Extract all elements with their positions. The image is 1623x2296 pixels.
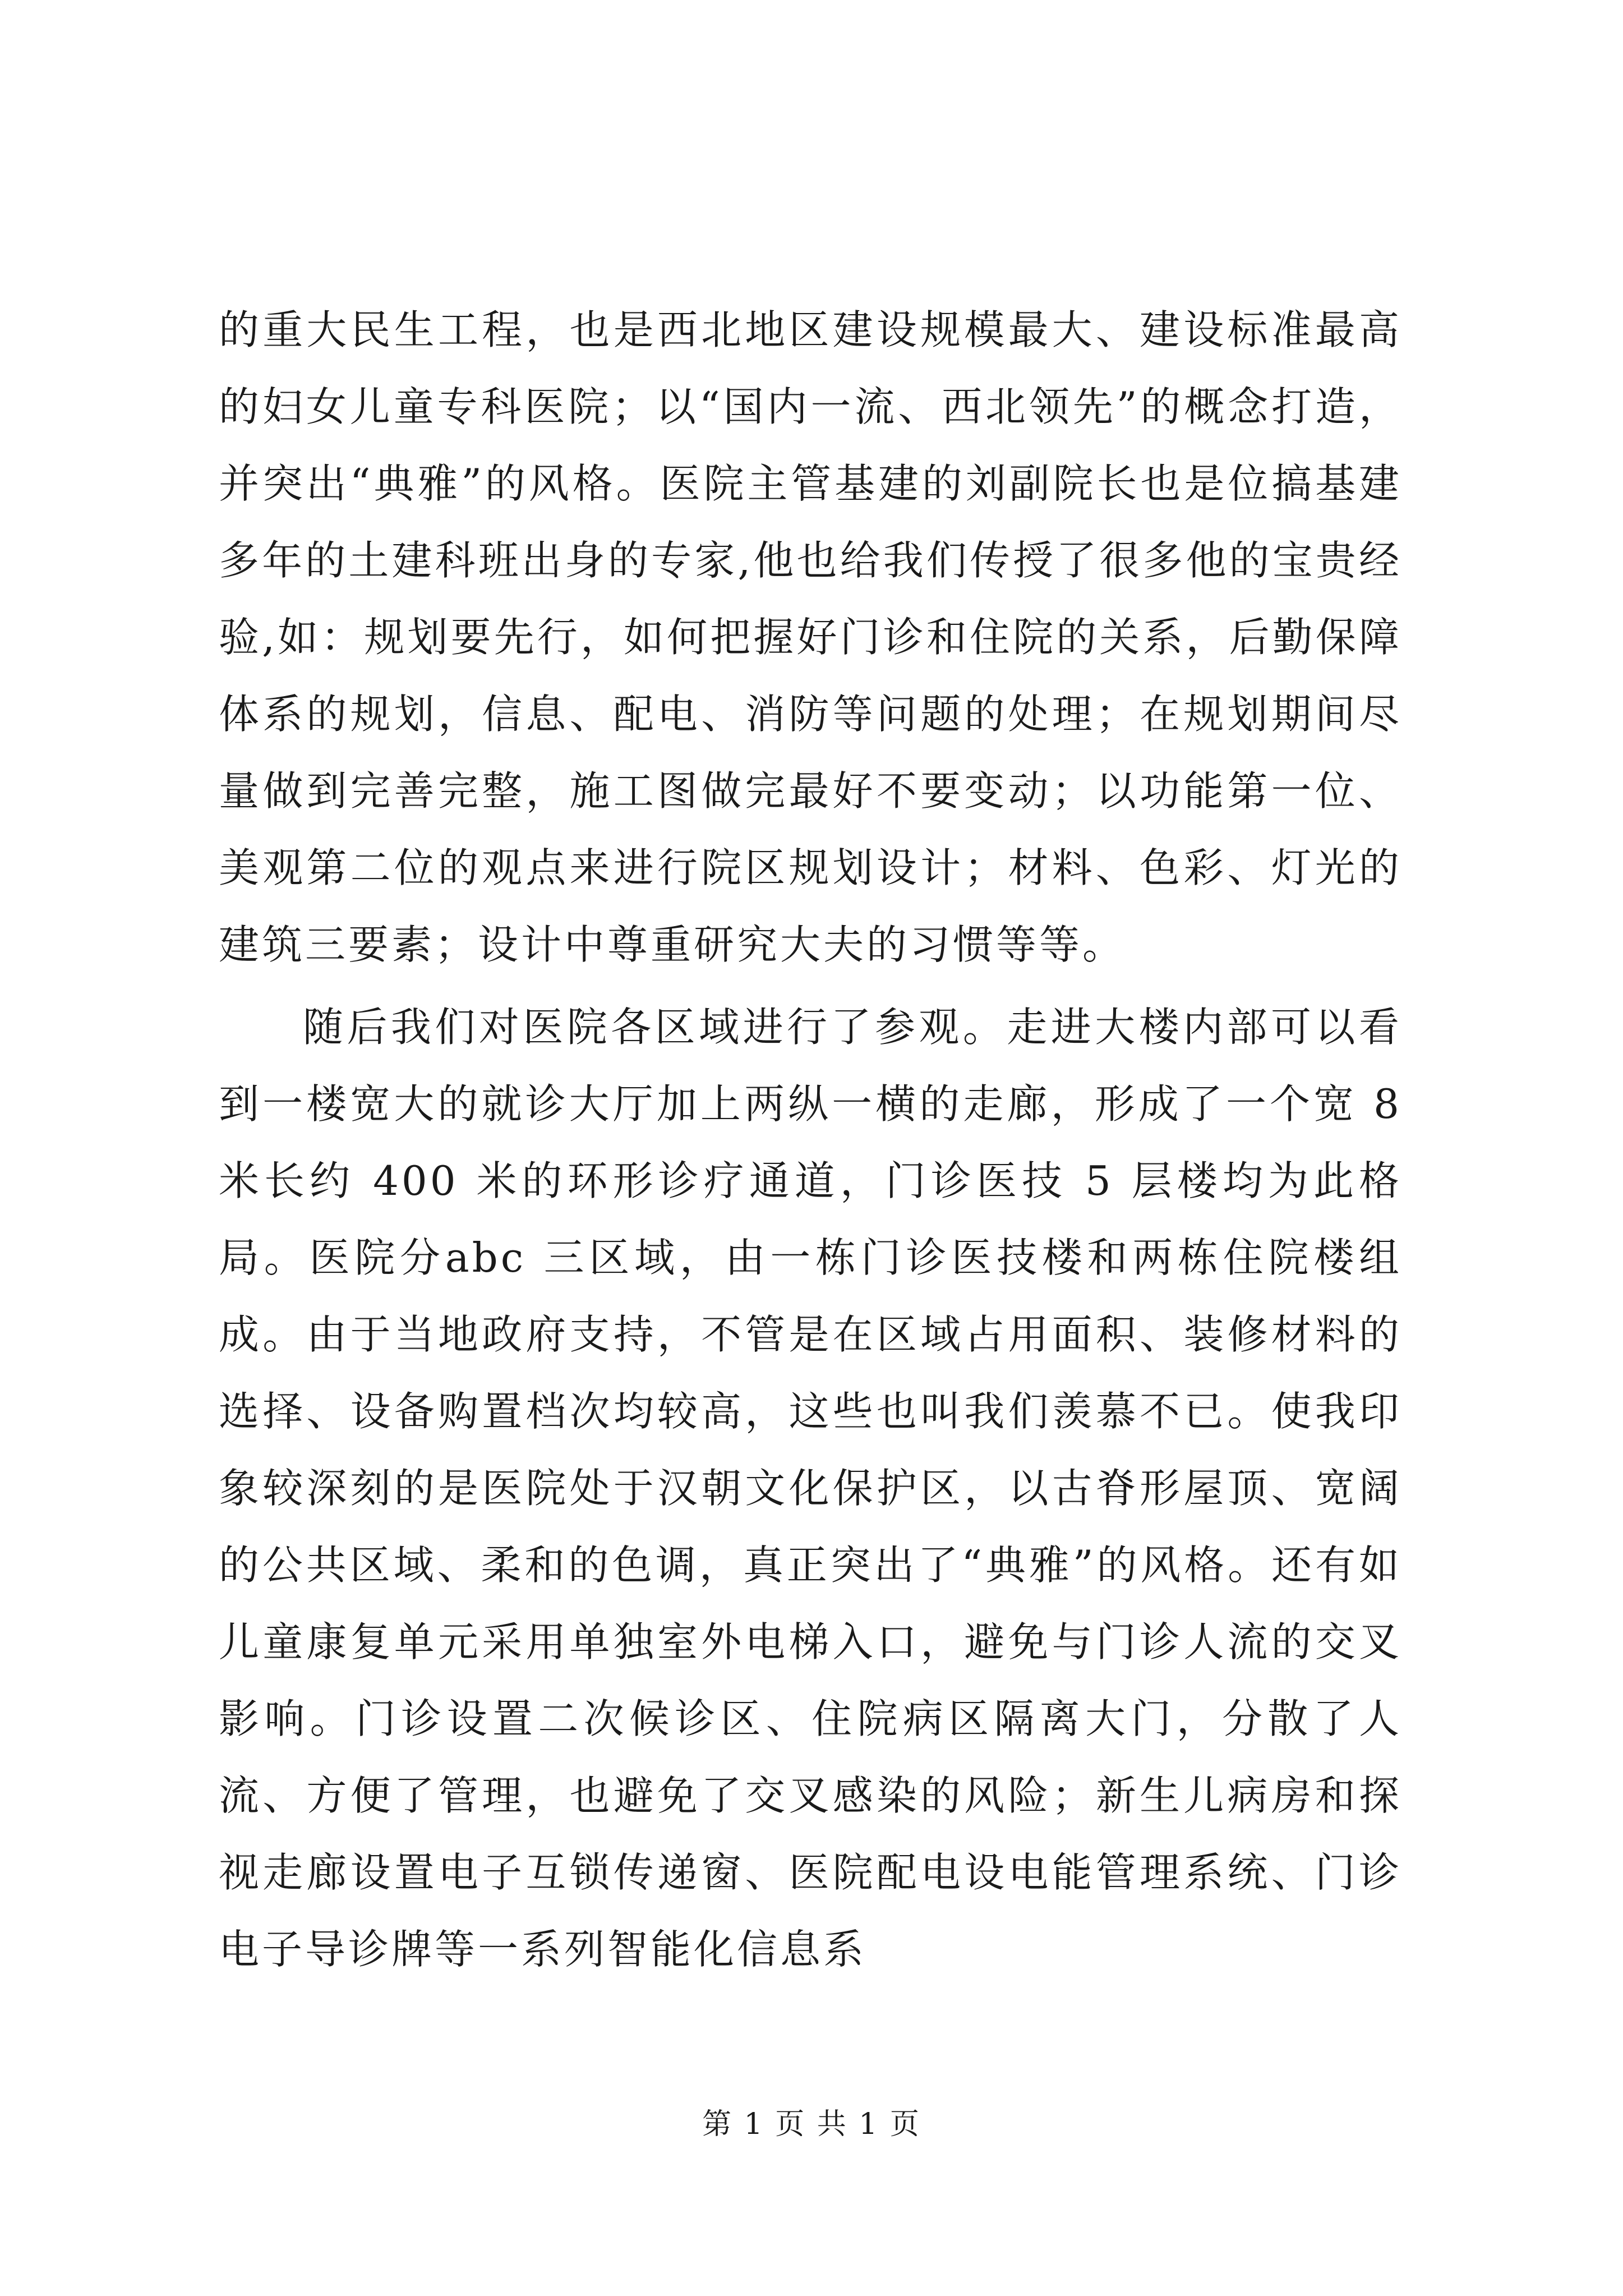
paragraph-2: 随后我们对医院各区域进行了参观。走进大楼内部可以看到一楼宽大的就诊大厅加上两纵一横的走廊，形成了一个宽 8 米长约 400 米的环形诊疗通道，门诊医技 5 层楼均为此格局。医院分abc 三区域，由一栋门诊医技楼和两栋住院楼组成。由于当地政府支持，不管是在区域占用面积、装修材料的选择、设备购置档次均较高，这些也叫我们羡慕不已。使我印象较深刻的是医院处于汉朝文化保护区，以古脊形屋顶、宽阔的公共区域、柔和的色调，真正突出了“典雅”的风格。还有如儿童康复单元采用单独室外电梯入口，避免与门诊人流的交叉影响。门诊设置二次候诊区、住院病区隔离大门，分散了人流、方便了管理，也避免了交叉感染的风险；新生儿病房和探视走廊设置电子互锁传递窗、医院配电设电能管理系统、门诊电子导诊牌等一系列智能化信息系 [219,1004,1402,1973]
paragraph-1: 的重大民生工程，也是西北地区建设规模最大、建设标准最高的妇女儿童专科医院；以“国内一流、西北领先”的概念打造，并突出“典雅”的风格。医院主管基建的刘副院长也是位搞基建多年的土建科班出身的专家,他也给我们传授了很多他的宝贵经验,如：规划要先行，如何把握好门诊和住院的关系，后勤保障体系的规划，信息、配电、消防等问题的处理；在规划期间尽量做到完善完整，施工图做完最好不要变动；以功能第一位、美观第二位的观点来进行院区规划设计；材料、色彩、灯光的建筑三要素；设计中尊重研究大夫的习惯等等。 [219,306,1402,968]
page-footer: 第 1 页 共 1 页 [702,2108,921,2141]
document-body [219,292,1402,1988]
